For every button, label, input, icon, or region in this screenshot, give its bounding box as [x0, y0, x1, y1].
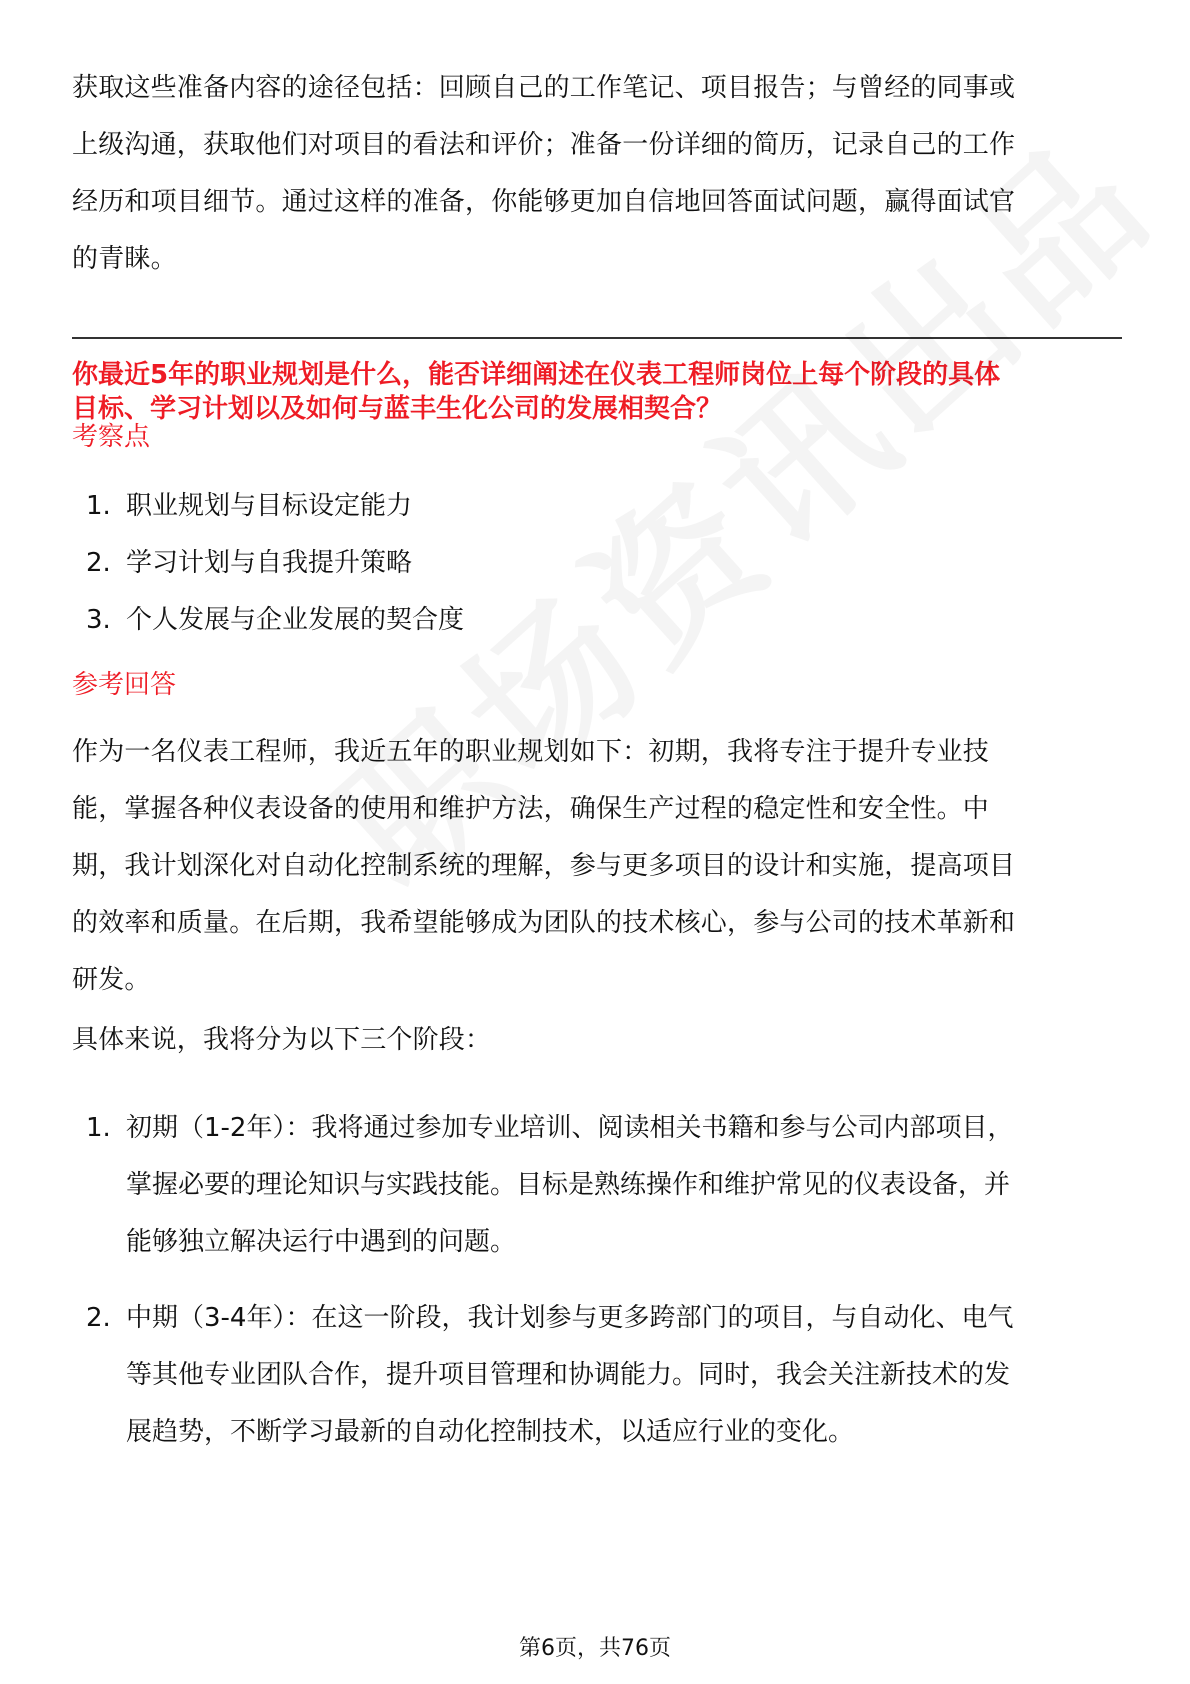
intro-paragraph: [72, 60, 1122, 288]
question-line: 目标、学习计划以及如何与蓝丰生化公司的发展相契合？: [72, 394, 723, 424]
list-number: 1.: [86, 491, 111, 521]
section-divider: [72, 337, 1122, 339]
list-number: 1.: [86, 1113, 111, 1143]
question-line: 你最近5年的职业规划是什么，能否详细阐述在仪表工程师岗位上每个阶段的具体: [72, 360, 1001, 390]
reference-line: 的效率和质量。在后期，我希望能够成为团队的技术核心，参与公司的技术革新和: [72, 908, 1016, 938]
reference-paragraph: [72, 724, 1122, 1009]
intro-line: 上级沟通，获取他们对项目的看法和评价；准备一份详细的简历，记录自己的工作: [72, 130, 1016, 160]
page-number: 第6页，共76页: [519, 1636, 671, 1661]
list-number: 2.: [86, 548, 111, 578]
assessment-heading: 考察点: [72, 422, 151, 452]
stage-item: [72, 1290, 1122, 1461]
stage-item: [72, 1100, 1122, 1271]
interview-question: [72, 358, 1122, 426]
assessment-item: [72, 535, 1122, 592]
stage-entry: [72, 1100, 1122, 1271]
assessment-text: 个人发展与企业发展的契合度: [126, 605, 465, 635]
reference-line: 研发。: [72, 965, 151, 995]
stages-intro-text: 具体来说，我将分为以下三个阶段：: [72, 1025, 492, 1055]
stage-line: 能够独立解决运行中遇到的问题。: [126, 1227, 517, 1257]
assessment-text: 学习计划与自我提升策略: [126, 548, 413, 578]
assessment-item: [72, 592, 1122, 649]
stages-intro: [72, 1012, 1122, 1069]
assessment-item: [72, 478, 1122, 535]
reference-line: 能，掌握各种仪表设备的使用和维护方法，确保生产过程的稳定性和安全性。中: [72, 794, 990, 824]
assessment-list: [72, 478, 1122, 649]
stage-line: 中期（3-4年）：在这一阶段，我计划参与更多跨部门的项目，与自动化、电气: [126, 1303, 1014, 1333]
assessment-text: 职业规划与目标设定能力: [126, 491, 413, 521]
stage-line: 掌握必要的理论知识与实践技能。目标是熟练操作和维护常见的仪表设备，并: [126, 1170, 1011, 1200]
intro-line: 经历和项目细节。通过这样的准备，你能够更加自信地回答面试问题，赢得面试官: [72, 187, 1016, 217]
intro-line: 获取这些准备内容的途径包括：回顾自己的工作笔记、项目报告；与曾经的同事或: [72, 73, 1016, 103]
stage-line: 初期（1-2年）：我将通过参加专业培训、阅读相关书籍和参与公司内部项目，: [126, 1113, 1014, 1143]
stage-line: 展趋势，不断学习最新的自动化控制技术，以适应行业的变化。: [126, 1417, 855, 1447]
stage-line: 等其他专业团队合作，提升项目管理和协调能力。同时，我会关注新技术的发: [126, 1360, 1011, 1390]
reference-line: 期，我计划深化对自动化控制系统的理解，参与更多项目的设计和实施，提高项目: [72, 851, 1016, 881]
reference-line: 作为一名仪表工程师，我近五年的职业规划如下：初期，我将专注于提升专业技: [72, 737, 990, 767]
reference-heading: 参考回答: [72, 670, 177, 700]
intro-line: 的青睐。: [72, 244, 177, 274]
list-number: 2.: [86, 1303, 111, 1333]
list-number: 3.: [86, 605, 111, 635]
stage-entry: [72, 1290, 1122, 1461]
